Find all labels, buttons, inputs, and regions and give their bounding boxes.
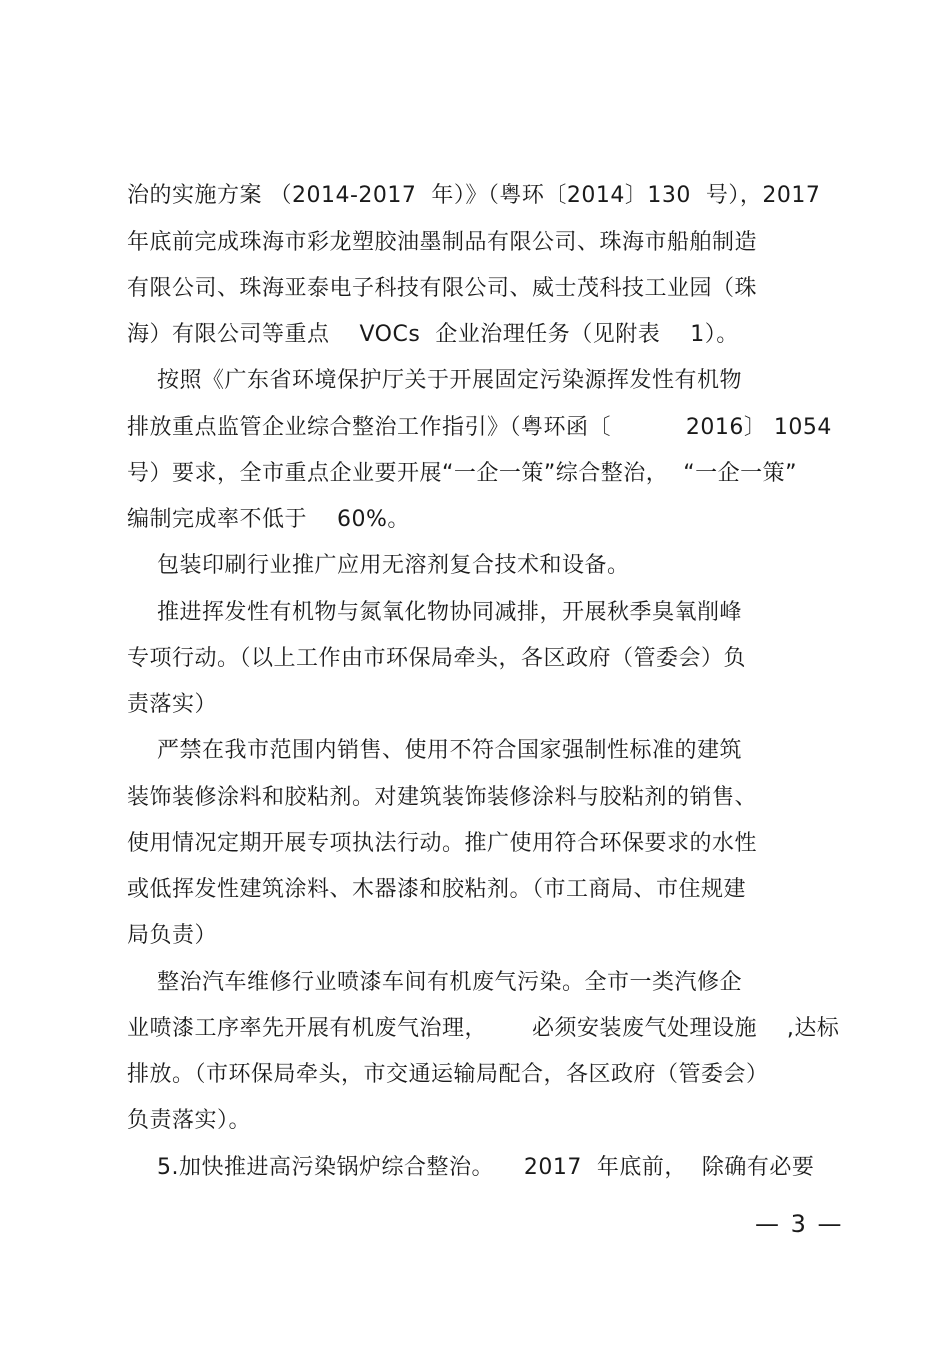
text-line: 有限公司、珠海亚泰电子科技有限公司、威士茂科技工业园（珠 bbox=[127, 276, 758, 301]
text-line: 严禁在我市范围内销售、使用不符合国家强制性标准的建筑 bbox=[127, 738, 742, 763]
text-line: 年底前完成珠海市彩龙塑胶油墨制品有限公司、珠海市船舶制造 bbox=[127, 230, 758, 255]
text-line: 专项行动。（以上工作由市环保局牵头，各区政府（管委会）负 bbox=[127, 646, 747, 671]
text-line: 推进挥发性有机物与氮氧化物协同减排，开展秋季臭氧削峰 bbox=[127, 600, 742, 625]
text-line: 使用情况定期开展专项执法行动。推广使用符合环保要求的水性 bbox=[127, 831, 758, 856]
text-line: 责落实） bbox=[127, 692, 218, 717]
text-line: 排放重点监管企业综合整治工作指引》（粤环函〔 2016〕 1054 bbox=[127, 415, 832, 440]
text-line: 整治汽车维修行业喷漆车间有机废气污染。全市一类汽修企 bbox=[127, 970, 742, 995]
text-line: 局负责） bbox=[127, 923, 218, 948]
text-line: 5.加快推进高污染锅炉综合整治。 2017 年底前， 除确有必要 bbox=[127, 1155, 815, 1180]
text-line: 排放。（市环保局牵头，市交通运输局配合，各区政府（管委会） bbox=[127, 1062, 769, 1087]
text-line: 或低挥发性建筑涂料、木器漆和胶粘剂。（市工商局、市住规建 bbox=[127, 877, 747, 902]
text-line: 装饰装修涂料和胶粘剂。对建筑装饰装修涂料与胶粘剂的销售、 bbox=[127, 785, 758, 810]
text-line: 编制完成率不低于 60%。 bbox=[127, 507, 410, 532]
text-line: 包装印刷行业推广应用无溶剂复合技术和设备。 bbox=[127, 553, 630, 578]
text-line: 业喷漆工序率先开展有机废气治理， 必须安装废气处理设施 ,达标 bbox=[127, 1016, 840, 1041]
text-line: 治的实施方案 （2014-2017 年）》（粤环〔2014〕130 号），2017 bbox=[127, 183, 821, 208]
text-line: 按照《广东省环境保护厅关于开展固定污染源挥发性有机物 bbox=[127, 368, 742, 393]
text-line: 负责落实）。 bbox=[127, 1108, 252, 1133]
text-line: 海）有限公司等重点 VOCs 企业治理任务（见附表 1）。 bbox=[127, 322, 739, 347]
text-line: 号）要求，全市重点企业要开展“一企一策”综合整治， “一企一策” bbox=[127, 461, 798, 486]
page-number: — 3 — bbox=[755, 1210, 844, 1238]
